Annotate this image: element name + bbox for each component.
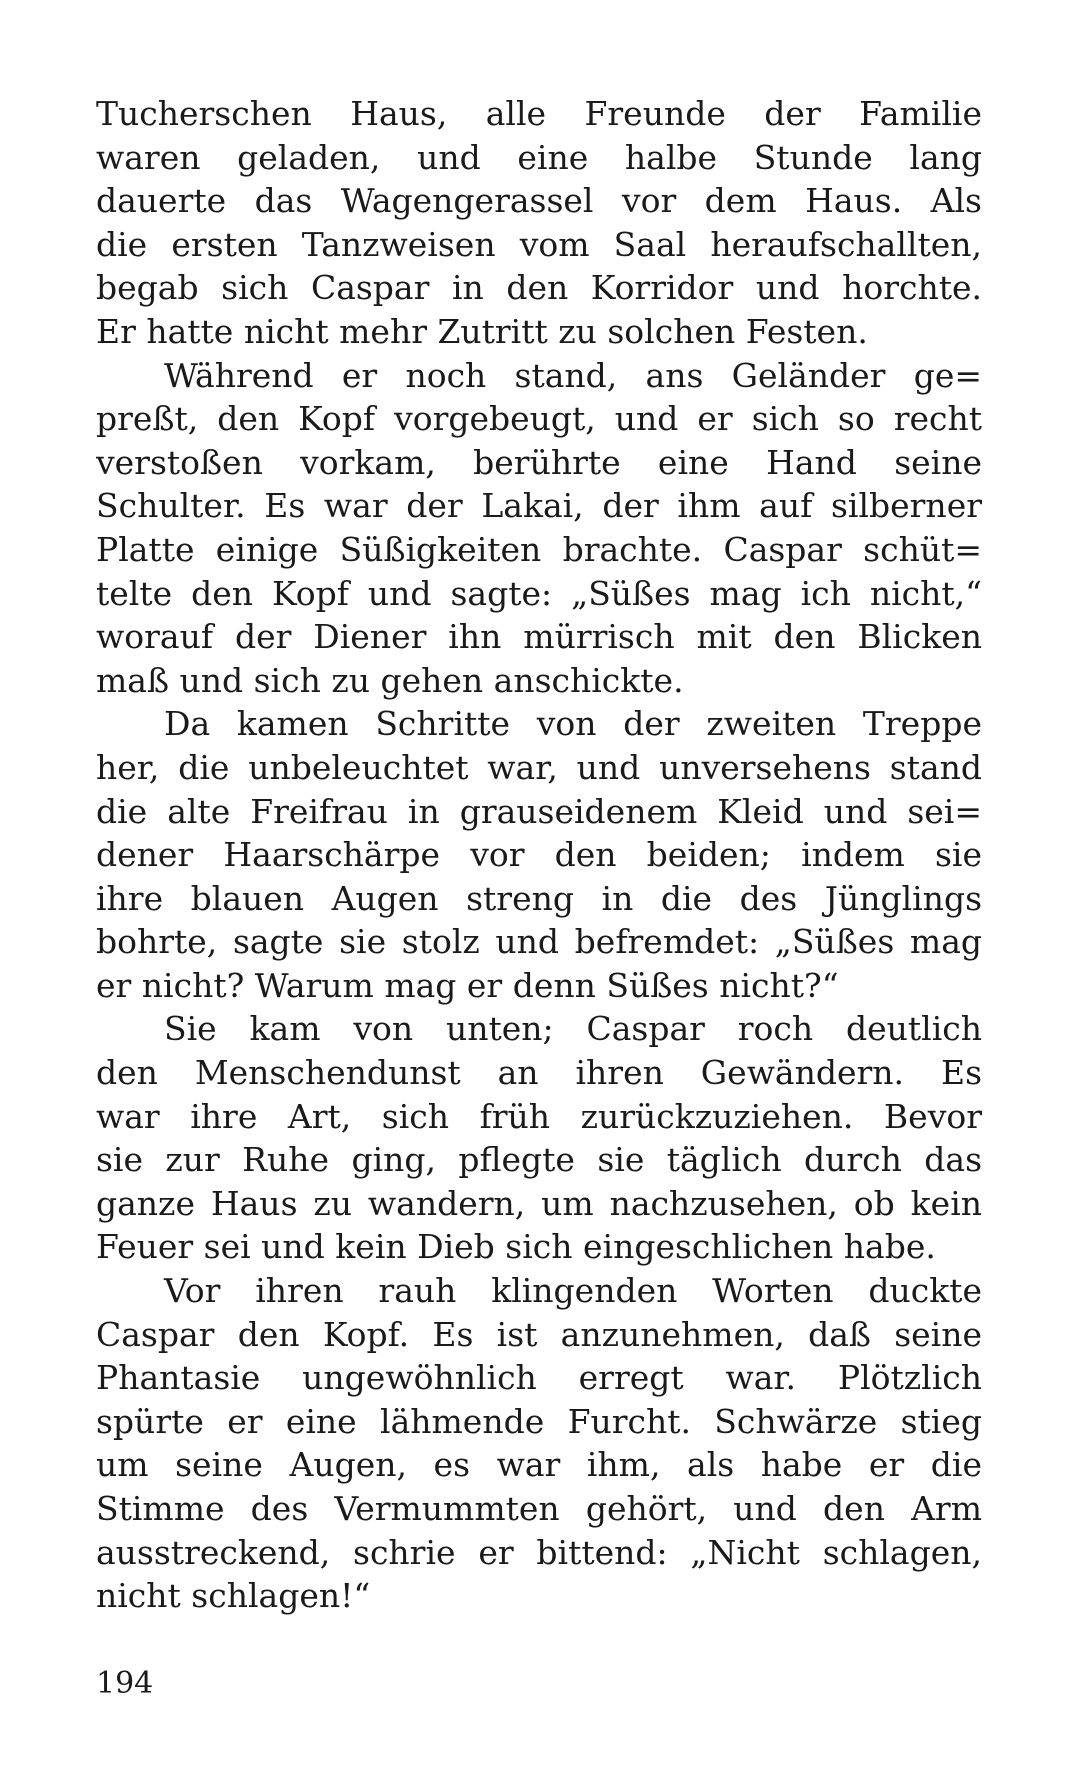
text-line: waren geladen, und eine halbe Stunde lang [96,137,982,177]
text-line: maß und sich zu gehen anschickte. [96,660,684,700]
text-line: die ersten Tanzweisen vom Saal heraufschallten, [96,224,982,264]
body-text [96,92,982,1618]
text-line: Während er noch stand, ans Geländer ge= [164,355,982,395]
text-line: Er hatte nicht mehr Zutritt zu solchen Festen. [96,311,868,351]
text-line: begab sich Caspar in den Korridor und horchte. [96,268,982,308]
text-line: Phantasie ungewöhnlich erregt war. Plötzlich [96,1358,982,1398]
text-line: dauerte das Wagengerassel vor dem Haus. Als [96,181,982,221]
text-line: die alte Freifrau in grauseidenem Kleid und sei= [96,791,982,831]
text-line: preßt, den Kopf vorgebeugt, und er sich so recht [96,399,982,439]
text-line: bohrte, sagte sie stolz und befremdet: „Süßes mag [96,922,982,962]
text-line: sie zur Ruhe ging, pflegte sie täglich durch das [96,1140,982,1180]
text-line: nicht schlagen!“ [96,1576,371,1616]
text-line: telte den Kopf und sagte: „Süßes mag ich nicht,“ [96,573,982,613]
text-line: Sie kam von unten; Caspar roch deutlich [164,1009,982,1049]
text-line: dener Haarschärpe vor den beiden; indem sie [96,835,982,875]
text-line: Da kamen Schritte von der zweiten Treppe [164,704,982,744]
text-line: war ihre Art, sich früh zurückzuziehen. Bevor [96,1096,982,1136]
text-line: Vor ihren rauh klingenden Worten duckte [164,1271,982,1311]
text-line: Tucherschen Haus, alle Freunde der Familie [96,94,982,133]
text-line: Feuer sei und kein Dieb sich eingeschlichen habe. [96,1227,936,1267]
text-line: Platte einige Süßigkeiten brachte. Caspar schüt= [96,529,982,569]
text-line: spürte er eine lähmende Furcht. Schwärze stieg [96,1401,982,1441]
text-line: ganze Haus zu wandern, um nachzusehen, ob kein [96,1183,982,1223]
text-line: ihre blauen Augen streng in die des Jünglings [96,878,982,918]
text-line: er nicht? Warum mag er denn Süßes nicht?“ [96,965,839,1005]
text-line: verstoßen vorkam, berührte eine Hand seine [96,442,982,482]
text-line: worauf der Diener ihn mürrisch mit den Blicken [96,617,982,657]
text-line: um seine Augen, es war ihm, als habe er die [96,1445,982,1485]
text-line: Schulter. Es war der Lakai, der ihm auf silberner [96,486,982,526]
text-line: Caspar den Kopf. Es ist anzunehmen, daß seine [96,1314,982,1354]
text-line: Stimme des Vermummten gehört, und den Arm [96,1489,982,1528]
text-line: den Menschendunst an ihren Gewändern. Es [96,1053,982,1093]
text-line: her, die unbeleuchtet war, und unversehens stand [96,747,982,787]
page-number: 194 [96,1666,154,1701]
text-line: ausstreckend, schrie er bittend: „Nicht schlagen, [96,1532,982,1572]
